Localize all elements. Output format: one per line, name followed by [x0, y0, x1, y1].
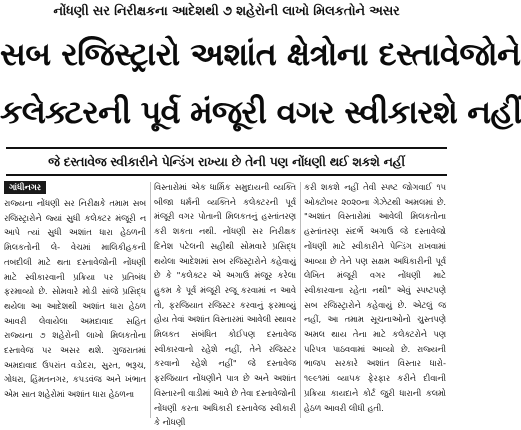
top-rule — [6, 147, 447, 149]
bottom-rule — [6, 174, 447, 176]
column-3-text: કરી શકશે નહીં તેવી સ્પષ્ટ જોગવાઈ ૧૫ ઓક્ટોબર ૨૦૨૦ના ગેઝેટથી અમલમાં છે. "અશાંત વિસ્તારોમાં આવેલી મિલકતોના હસ્તાંતરણ સંદર્ભે અગાઉ જે દસ્તાવેજો નોંધણી માટે સ્વીકારીને પેન્ડિંગ રાખવામાં આવ્યા છે તેને પણ સક્ષમ અધિકારીની પૂર્વ લેખિત મંજૂરી વગર નોંધણી માટે સ્વીકારવાના રહેતા નથી" એવું સ્પષ્ટપણે સબ રજિસ્ટ્રારોને કહેવાયું છે. એટલું જ નહીં, આ તમામ સૂચનાઓનો ચુસ્તપણે અમલ થાય તેના માટે કલેક્ટરોને પણ પરિપત્ર પાઠવવામાં આવ્યો છે. રાજ્યની ભાજપ સરકારે અશાંત વિસ્તાર ધારો- ૧૯૯૧માં વ્યાપક ફેરફાર કરીને દીવાની પ્રક્રિયા કાયદાને કોર્ટ જુરી ધારાની કલમો હેઠળ આવરી લીધી હતી. — [304, 182, 446, 413]
article-column-1 — [4, 180, 146, 420]
kicker-line: નોંધણી સર નિરીક્ષકના આદેશથી ૭ શહેરોની લાખો મિલકતોને અસર — [53, 4, 400, 19]
article-column-3 — [304, 180, 446, 420]
dateline-badge: ગાંધીનગર — [4, 181, 46, 194]
subdeck: જે દસ્તાવેજ સ્વીકારીને પેન્ડિંગ રાખ્યા છે તેની પણ નોંધણી થઈ શકશે નહીં — [48, 154, 405, 169]
column-divider — [300, 182, 301, 418]
column-divider — [150, 182, 151, 418]
column-1-text: રાજ્યના નોંધણી સર નિરીક્ષકે તમામ સબ રજિસ્ટ્રારોને જ્યાં સુધી કલેક્ટર મંજૂરી ન આપે ત્યાં સુધી અશાંત ધારા હેઠળની મિલકતોની લે- વેચમાં માલિકીહકની તબદીલી માટે થતા દસ્તાવેજોની નોંધણી માટે સ્વીકારવાની પ્રક્રિયા પર પ્રતિબંધ ફરમાવ્યો છે. સોમવારે મોડી સાંજે પ્રસિદ્ધ થયેલા આ આદેશથી અશાંત ધારા હેઠળ આવરી લેવાયેલા અમદાવાદ સહિત રાજ્યના ૭ શહેરોની લાખો મિલકતોના દસ્તાવેજ પર અસર થશે. ગુજરાતમાં અમદાવાદ ઉપરાંત વડોદરા, સુરત, ભરૂચ, ગોધરા, હિંમતનગર, કપડવંજ અને ખંભાત એમ સાત શહેરોમાં અશાંત ધારા હેઠળના — [4, 198, 146, 400]
headline-line-2: કલેક્ટરની પૂર્વ મંજૂરી વગર સ્વીકારશે નહીં — [0, 93, 521, 131]
headline-line-1: સબ રજિસ્ટ્રારો અશાંત ક્ષેત્રોના દસ્તાવેજોને — [0, 35, 521, 73]
article-column-2 — [154, 180, 296, 428]
column-2-text: વિસ્તારોમાં એક ધાર્મિક સમુદાયની વ્યક્તિ બીજા ધર્મની વ્યક્તિને કલેક્ટરની પૂર્વ મંજૂરી વગર પોતાની મિલકતનું હસ્તાંતરણ કરી શકતા નથી. નોંધણી સર નિરીક્ષક દિનેશ પટેલની સહીથી સોમવારે પ્રસિદ્ધ થયેલા આદેશમાં સબ રજિસ્ટ્રારોને કહેવાયું છે કે "કલેક્ટર એ અગાઉ મંજૂર કરેલા હુકમ કે પૂર્વ મંજૂરી રજૂ કરવામાં ન આવે તો, ફરજિયાત રજિસ્ટર કરવાનું ફરમાવ્યું હોય તેવાં અશાંત વિસ્તારમાં આવેલી સ્થાવર મિલકત સંબંધિત કોઈપણ દસ્તાવેજ સ્વીકારવાનો રહેશે નહીં, તેને રજિસ્ટર કરવાનો રહેશે નહીં" જે દસ્તાવેજ ફરજિયાત નોંધણીને પાત્ર છે અને અશાંત વિસ્તારની વાડીમાં આવે છે તેવા દસ્તાવેજોની નોંધણી કરતા અધિકારી દસ્તાવેજ સ્વીકારી કે નોંધણી — [154, 182, 296, 428]
